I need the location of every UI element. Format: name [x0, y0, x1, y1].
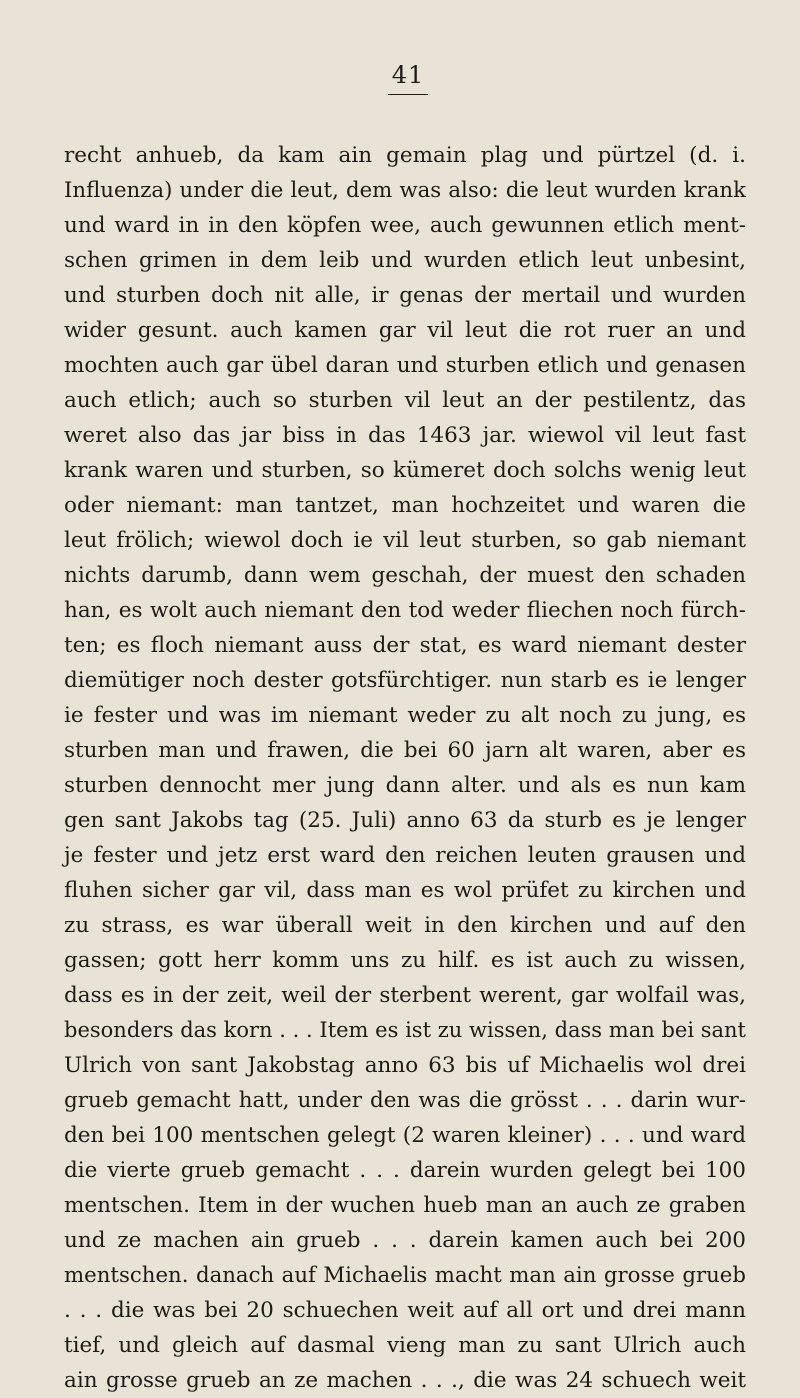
body-text	[64, 138, 746, 1398]
text-line: schen grimen in dem leib und wurden etlich leut unbesint,	[64, 248, 746, 273]
text-line: ten; es floch niemant auss der stat, es ward niemant dester	[64, 633, 746, 658]
text-line: und ze machen ain grueb . . . darein kamen auch bei 200	[64, 1228, 746, 1253]
text-line: ain grosse grueb an ze machen . . ., die was 24 schuech weit	[64, 1368, 746, 1393]
text-line: krank waren und sturben, so kümeret doch solchs wenig leut	[64, 458, 746, 483]
text-line: oder niemant: man tantzet, man hochzeitet und waren die	[64, 493, 746, 518]
text-line: gen sant Jakobs tag (25. Juli) anno 63 da sturb es je lenger	[64, 808, 746, 833]
text-line: diemütiger noch dester gotsfürchtiger. nun starb es ie lenger	[64, 668, 746, 693]
text-line: recht anhueb, da kam ain gemain plag und pürtzel (d. i.	[64, 143, 746, 168]
text-line: gassen; gott herr komm uns zu hilf. es ist auch zu wissen,	[64, 948, 746, 973]
text-line: besonders das korn . . . Item es ist zu wissen, dass man bei sant	[64, 1018, 746, 1042]
text-line: sturben man und frawen, die bei 60 jarn alt waren, aber es	[64, 738, 746, 763]
text-line: grueb gemacht hatt, under den was die grösst . . . darin wur-	[64, 1088, 746, 1113]
text-line: mochten auch gar übel daran und sturben etlich und genasen	[64, 353, 746, 378]
text-line: fluhen sicher gar vil, dass man es wol prüfet zu kirchen und	[64, 878, 746, 903]
page-number: 41	[0, 60, 800, 95]
text-line: Influenza) under die leut, dem was also: die leut wurden krank	[64, 178, 746, 203]
text-line: tief, und gleich auf dasmal vieng man zu sant Ulrich auch	[64, 1333, 746, 1358]
text-line: und ward in in den köpfen wee, auch gewunnen etlich ment-	[64, 213, 746, 238]
text-line: weret also das jar biss in das 1463 jar. wiewol vil leut fast	[64, 423, 746, 448]
text-line: die vierte grueb gemacht . . . darein wurden gelegt bei 100	[64, 1158, 746, 1183]
text-line: ie fester und was im niemant weder zu alt noch zu jung, es	[64, 703, 746, 728]
text-line: han, es wolt auch niemant den tod weder fliechen noch fürch-	[64, 598, 746, 623]
text-line: dass es in der zeit, weil der sterbent werent, gar wolfail was,	[64, 983, 746, 1008]
text-line: mentschen. danach auf Michaelis macht man ain grosse grueb	[64, 1263, 746, 1288]
text-line: . . . die was bei 20 schuechen weit auf all ort und drei mann	[64, 1298, 746, 1323]
text-line: den bei 100 mentschen gelegt (2 waren kleiner) . . . und ward	[64, 1123, 746, 1148]
text-line: zu strass, es war überall weit in den kirchen und auf den	[64, 913, 746, 938]
text-line: Ulrich von sant Jakobstag anno 63 bis uf Michaelis wol drei	[64, 1053, 746, 1078]
text-line: wider gesunt. auch kamen gar vil leut die rot ruer an und	[64, 318, 746, 343]
text-line: leut frölich; wiewol doch ie vil leut sturben, so gab niemant	[64, 528, 746, 553]
text-line: je fester und jetz erst ward den reichen leuten grausen und	[64, 843, 746, 868]
text-line: auch etlich; auch so sturben vil leut an der pestilentz, das	[64, 388, 746, 413]
text-line: und sturben doch nit alle, ir genas der mertail und wurden	[64, 283, 746, 308]
text-line: sturben dennocht mer jung dann alter. und als es nun kam	[64, 773, 746, 798]
text-line: mentschen. Item in der wuchen hueb man an auch ze graben	[64, 1193, 746, 1218]
text-line: nichts darumb, dann wem geschah, der muest den schaden	[64, 563, 746, 588]
